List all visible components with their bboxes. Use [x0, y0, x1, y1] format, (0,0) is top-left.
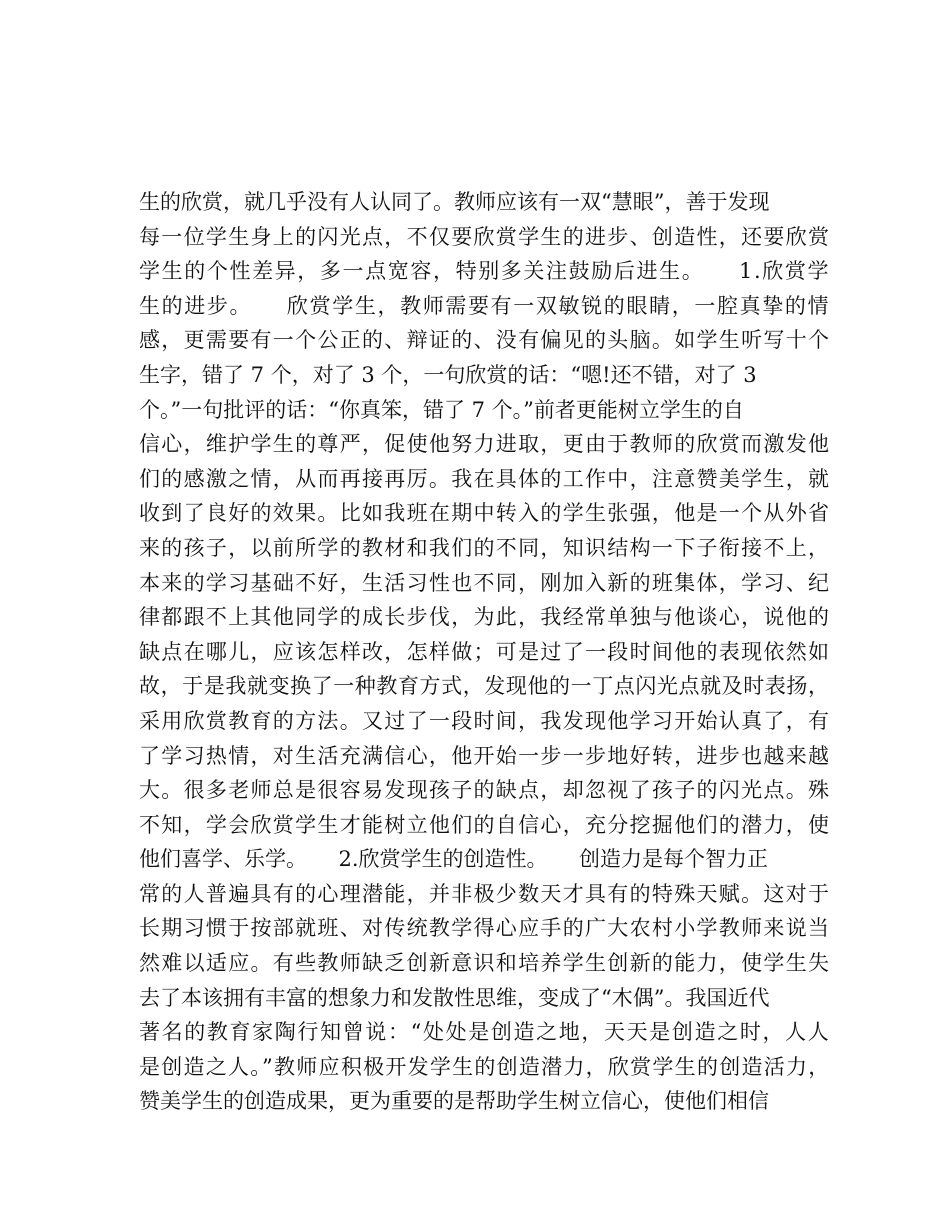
- text-line: 采用欣赏教育的方法。又过了一段时间，我发现他学习开始认真了，有: [139, 708, 831, 733]
- text-line: 去了本该拥有丰富的想象力和发散性思维，变成了“木偶”。我国近代: [139, 985, 770, 1010]
- text-line: 大。很多老师总是很容易发现孩子的缺点，却忽视了孩子的闪光点。殊: [139, 778, 831, 803]
- text-line: 每一位学生身上的闪光点，不仅要欣赏学生的进步、创造性，还要欣赏: [139, 224, 831, 249]
- text-line: 不知，学会欣赏学生才能树立他们的自信心，充分挖掘他们的潜力，使: [139, 812, 831, 837]
- text-line: 赞美学生的创造成果，更为重要的是帮助学生树立信心，使他们相信: [139, 1089, 769, 1114]
- text-line: 长期习惯于按部就班、对传统教学得心应手的广大农村小学教师来说当: [139, 916, 831, 941]
- text-line: 是创造之人。”教师应积极开发学生的创造潜力，欣赏学生的创造活力，: [139, 1054, 831, 1079]
- text-line: 收到了良好的效果。比如我班在期中转入的学生张强，他是一个从外省: [139, 501, 831, 526]
- body-text: [139, 185, 829, 1119]
- text-line: 著名的教育家陶行知曾说：“处处是创造之地，天天是创造之时，人人: [139, 1020, 831, 1045]
- text-line: 来的孩子，以前所学的教材和我们的不同，知识结构一下子衔接不上，: [139, 535, 831, 560]
- text-line: 律都跟不上其他同学的成长步伐，为此，我经常单独与他谈心，说他的: [139, 605, 831, 630]
- text-line: 他们喜学、乐学。 2.欣赏学生的创造性。 创造力是每个智力正: [139, 847, 769, 872]
- text-line: 本来的学习基础不好，生活习性也不同，刚加入新的班集体，学习、纪: [139, 570, 831, 595]
- text-line: 们的感激之情，从而再接再厉。我在具体的工作中，注意赞美学生，就: [139, 466, 831, 491]
- text-line: 常的人普遍具有的心理潜能，并非极少数天才具有的特殊天赋。这对于: [139, 881, 831, 906]
- text-line: 生字，错了 7 个，对了 3 个，一句欣赏的话：“嗯!还不错，对了 3: [139, 362, 757, 387]
- text-line: 感，更需要有一个公正的、辩证的、没有偏见的头脑。如学生听写十个: [139, 328, 831, 353]
- text-line: 然难以适应。有些教师缺乏创新意识和培养学生创新的能力，使学生失: [139, 951, 831, 976]
- text-line: 信心，维护学生的尊严，促使他努力进取，更由于教师的欣赏而激发他: [139, 432, 831, 457]
- text-line: 生的进步。 欣赏学生，教师需要有一双敏锐的眼睛，一腔真挚的情: [139, 293, 831, 318]
- text-line: 缺点在哪儿，应该怎样改，怎样做；可是过了一段时间他的表现依然如: [139, 639, 831, 664]
- text-line: 个。”一句批评的话：“你真笨，错了 7 个。”前者更能树立学生的自: [139, 397, 744, 422]
- text-line: 学生的个性差异，多一点宽容，特别多关注鼓励后进生。 1.欣赏学: [139, 259, 831, 284]
- text-line: 生的欣赏，就几乎没有人认同了。教师应该有一双“慧眼”，善于发现: [139, 190, 770, 214]
- text-line: 故，于是我就变换了一种教育方式，发现他的一丁点闪光点就及时表扬，: [139, 674, 830, 699]
- text-line: 了学习热情，对生活充满信心，他开始一步一步地好转，进步也越来越: [139, 743, 831, 768]
